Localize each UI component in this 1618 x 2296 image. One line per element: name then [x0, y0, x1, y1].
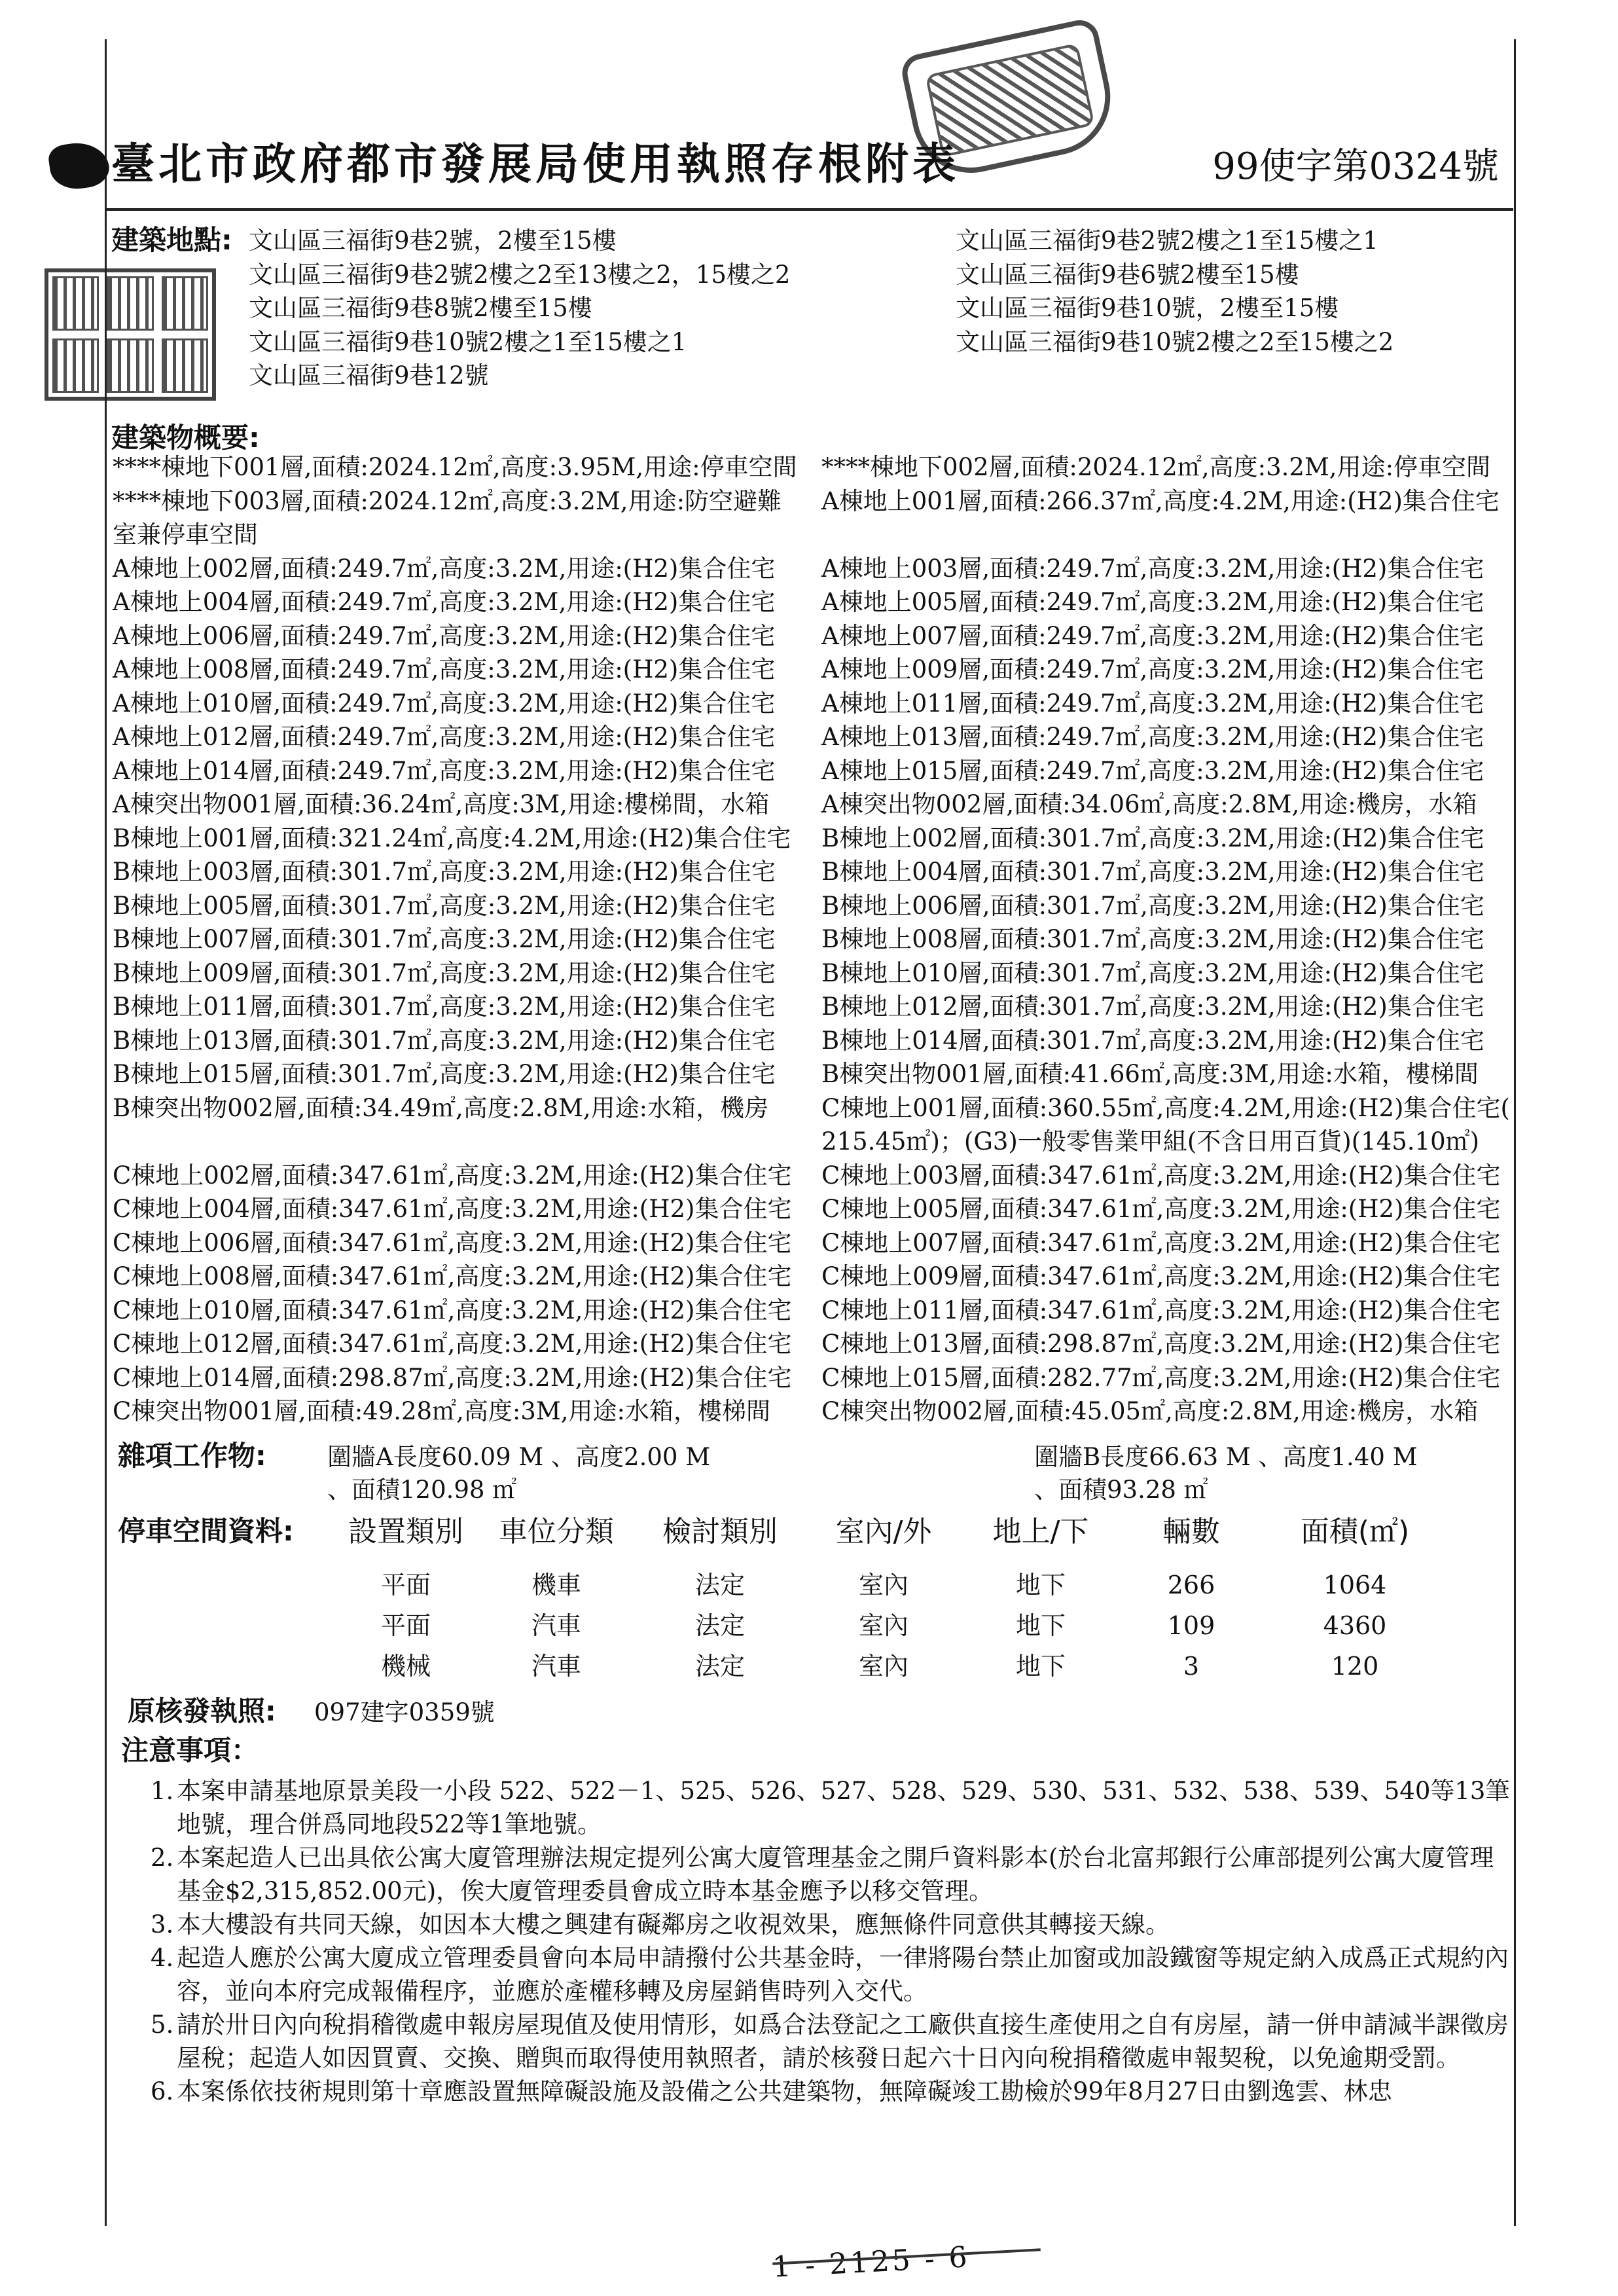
parking-cell: 機械: [380, 1652, 431, 1681]
building-floor-entry: A棟地上006層,面積:249.7㎡,高度:3.2M,用途:(H2)集合住宅: [113, 621, 776, 650]
note-item: [151, 2008, 1512, 2075]
parking-cell: 室內: [858, 1571, 908, 1599]
site-address: 文山區三福街9巷2號2樓之2至13樓之2，15樓之2: [249, 260, 791, 289]
building-summary-label: 建築物概要:: [111, 422, 260, 454]
parking-cell: 法定: [694, 1652, 745, 1681]
parking-cell: 地下: [1015, 1611, 1066, 1640]
building-floor-entry: C棟地上005層,面積:347.61㎡,高度:3.2M,用途:(H2)集合住宅: [821, 1195, 1501, 1223]
note-number: 6.: [151, 2077, 174, 2105]
building-floor-entry: C棟地上013層,面積:298.87㎡,高度:3.2M,用途:(H2)集合住宅: [821, 1330, 1501, 1358]
parking-column-header: 室內/外: [835, 1515, 932, 1548]
building-floor-entry: B棟突出物001層,面積:41.66㎡,高度:3M,用途:水箱，樓梯間: [821, 1060, 1479, 1088]
misc-works-label: 雜項工作物:: [118, 1440, 266, 1472]
building-floor-entry: B棟地上005層,面積:301.7㎡,高度:3.2M,用途:(H2)集合住宅: [113, 891, 776, 920]
building-floor-entry: B棟地上001層,面積:321.24㎡,高度:4.2M,用途:(H2)集合住宅: [113, 824, 791, 852]
building-floor-entry: A棟地上009層,面積:249.7㎡,高度:3.2M,用途:(H2)集合住宅: [821, 655, 1484, 683]
building-floor-entry: B棟地上012層,面積:301.7㎡,高度:3.2M,用途:(H2)集合住宅: [821, 993, 1484, 1021]
building-floor-entry: A棟地上015層,面積:249.7㎡,高度:3.2M,用途:(H2)集合住宅: [821, 756, 1484, 785]
note-text: 請於卅日內向稅捐稽徵處申報房屋現值及使用情形，如爲合法登記之工廠供直接生產使用之自有房屋，請一併申請減半課徵房屋稅；起造人如因買賣、交換、贈與而取得使用執照者，請於核發日起六十日內向稅捐稽徵處申報契稅，以免逾期受罰。: [177, 2011, 1509, 2072]
site-address: 文山區三福街9巷8號2樓至15樓: [249, 294, 592, 322]
building-floor-entry: C棟地上012層,面積:347.61㎡,高度:3.2M,用途:(H2)集合住宅: [113, 1330, 792, 1358]
building-floor-entry: ****棟地下002層,面積:2024.12㎡,高度:3.2M,用途:停車空間: [821, 453, 1491, 481]
building-floor-entry: C棟地上008層,面積:347.61㎡,高度:3.2M,用途:(H2)集合住宅: [113, 1262, 792, 1290]
parking-cell: 汽車: [531, 1652, 581, 1681]
building-floor-entry: C棟突出物002層,面積:45.05㎡,高度:2.8M,用途:機房，水箱: [821, 1397, 1479, 1425]
building-floor-entry: A棟地上012層,面積:249.7㎡,高度:3.2M,用途:(H2)集合住宅: [113, 723, 776, 751]
building-floor-entry: A棟地上014層,面積:249.7㎡,高度:3.2M,用途:(H2)集合住宅: [113, 756, 776, 785]
building-floor-entry: C棟地上003層,面積:347.61㎡,高度:3.2M,用途:(H2)集合住宅: [821, 1161, 1501, 1190]
note-text: 本案起造人已出具依公寓大廈管理辦法規定提列公寓大廈管理基金之開戶資料影本(於台北富邦銀行公庫部提列公寓大廈管理基金$2,315,852.00元)，俟大廈管理委員會成立時本基金應予以移交管理。: [177, 1844, 1494, 1905]
building-floor-entry: B棟地上014層,面積:301.7㎡,高度:3.2M,用途:(H2)集合住宅: [821, 1026, 1484, 1055]
building-floor-entry: C棟地上001層,面積:360.55㎡,高度:4.2M,用途:(H2)集合住宅(: [821, 1093, 1510, 1122]
building-floor-entry: C棟地上010層,面積:347.61㎡,高度:3.2M,用途:(H2)集合住宅: [113, 1296, 792, 1324]
parking-column-header: 地上/下: [992, 1515, 1089, 1548]
site-address: 文山區三福街9巷10號2樓之1至15樓之1: [249, 327, 687, 356]
note-number: 5.: [151, 2011, 174, 2039]
site-address: 文山區三福街9巷10號，2樓至15樓: [956, 294, 1339, 322]
parking-cell: 室內: [858, 1652, 908, 1681]
parking-column-header: 車位分類: [499, 1515, 614, 1548]
wall-b-area: 、面積93.28 ㎡: [1034, 1476, 1208, 1504]
note-item: [151, 1841, 1512, 1908]
parking-cell: 120: [1331, 1652, 1379, 1681]
building-floor-entry: C棟突出物001層,面積:49.28㎡,高度:3M,用途:水箱，樓梯間: [113, 1397, 770, 1425]
note-item: [151, 1941, 1512, 2008]
building-floor-entry: B棟地上002層,面積:301.7㎡,高度:3.2M,用途:(H2)集合住宅: [821, 824, 1484, 852]
parking-cell: 平面: [380, 1571, 431, 1599]
parking-cell: 平面: [380, 1611, 431, 1640]
building-floor-entry: 室兼停車空間: [113, 520, 258, 549]
note-text: 起造人應於公寓大廈成立管理委員會向本局申請撥付公共基金時，一律將陽台禁止加窗或加設鐵窗等規定納入成爲正式規約內容，並向本府完成報備程序，並應於產權移轉及房屋銷售時列入交代。: [177, 1944, 1509, 2005]
building-floor-entry: A棟地上005層,面積:249.7㎡,高度:3.2M,用途:(H2)集合住宅: [821, 588, 1484, 616]
parking-cell: 地下: [1015, 1571, 1066, 1599]
building-floor-entry: B棟地上008層,面積:301.7㎡,高度:3.2M,用途:(H2)集合住宅: [821, 925, 1484, 953]
parking-cell: 機車: [531, 1571, 581, 1599]
building-floor-entry: A棟地上004層,面積:249.7㎡,高度:3.2M,用途:(H2)集合住宅: [113, 588, 776, 616]
note-number: 1.: [151, 1777, 174, 1805]
building-floor-entry: A棟突出物001層,面積:36.24㎡,高度:3M,用途:樓梯間，水箱: [113, 790, 770, 818]
parking-cell: 法定: [694, 1571, 745, 1599]
note-number: 3.: [151, 1910, 174, 1939]
document-title: 臺北市政府都市發展局使用執照存根附表: [111, 138, 960, 189]
site-address: 文山區三福街9巷6號2樓至15樓: [956, 260, 1299, 289]
note-text: 本案係依技術規則第十章應設置無障礙設施及設備之公共建築物，無障礙竣工勘檢於99年8月27日由劉逸雲、林忠: [177, 2077, 1392, 2105]
building-floor-entry: ****棟地下003層,面積:2024.12㎡,高度:3.2M,用途:防空避難: [113, 486, 782, 515]
site-address: 文山區三福街9巷10號2樓之2至15樓之2: [956, 327, 1394, 356]
note-number: 2.: [151, 1844, 174, 1872]
note-text: 本大樓設有共同天線，如因本大樓之興建有礙鄰房之收視效果，應無條件同意供其轉接天線。: [177, 1910, 1170, 1939]
site-label: 建築地點:: [111, 224, 232, 256]
original-permit-label: 原核發執照:: [128, 1695, 276, 1727]
wall-a-area: 、面積120.98 ㎡: [327, 1476, 517, 1504]
building-floor-entry: B棟地上009層,面積:301.7㎡,高度:3.2M,用途:(H2)集合住宅: [113, 958, 776, 987]
parking-cell: 法定: [694, 1611, 745, 1640]
building-floor-entry: C棟地上006層,面積:347.61㎡,高度:3.2M,用途:(H2)集合住宅: [113, 1228, 792, 1257]
building-floor-entry: B棟地上011層,面積:301.7㎡,高度:3.2M,用途:(H2)集合住宅: [113, 993, 776, 1021]
note-number: 4.: [151, 1944, 174, 1972]
parking-cell: 266: [1167, 1571, 1215, 1599]
wall-a-dimensions: 圍牆A長度60.09 M 、高度2.00 M: [327, 1443, 711, 1471]
parking-column-header: 設置類別: [348, 1515, 463, 1548]
building-floor-entry: ****棟地下001層,面積:2024.12㎡,高度:3.95M,用途:停車空間: [113, 453, 797, 481]
building-floor-entry: C棟地上014層,面積:298.87㎡,高度:3.2M,用途:(H2)集合住宅: [113, 1363, 792, 1392]
building-floor-entry: A棟地上011層,面積:249.7㎡,高度:3.2M,用途:(H2)集合住宅: [821, 689, 1484, 718]
page-mark: 1 - 2125 - 6: [771, 2240, 971, 2284]
note-item: [151, 1908, 1512, 1941]
original-permit-number: 097建字0359號: [314, 1698, 495, 1726]
building-floor-entry: A棟地上010層,面積:249.7㎡,高度:3.2M,用途:(H2)集合住宅: [113, 689, 776, 718]
ink-blot: [47, 139, 112, 192]
building-list-left: [113, 450, 797, 1429]
building-floor-entry: 215.45㎡)；(G3)一般零售業甲組(不含日用百貨)(145.10㎡): [821, 1127, 1480, 1156]
building-floor-entry: A棟地上002層,面積:249.7㎡,高度:3.2M,用途:(H2)集合住宅: [113, 554, 776, 583]
building-floor-entry: B棟地上006層,面積:301.7㎡,高度:3.2M,用途:(H2)集合住宅: [821, 891, 1484, 920]
notes-label: 注意事項：: [121, 1734, 259, 1766]
building-floor-entry: B棟地上015層,面積:301.7㎡,高度:3.2M,用途:(H2)集合住宅: [113, 1060, 776, 1088]
building-floor-entry: B棟地上010層,面積:301.7㎡,高度:3.2M,用途:(H2)集合住宅: [821, 958, 1484, 987]
building-floor-entry: B棟地上007層,面積:301.7㎡,高度:3.2M,用途:(H2)集合住宅: [113, 925, 776, 953]
building-floor-entry: [113, 1125, 797, 1159]
building-floor-entry: A棟地上008層,面積:249.7㎡,高度:3.2M,用途:(H2)集合住宅: [113, 655, 776, 683]
notes-list: [151, 1774, 1512, 2108]
parking-cell: 3: [1183, 1652, 1200, 1681]
parking-cell: 1064: [1323, 1571, 1387, 1599]
parking-cell: 汽車: [531, 1611, 581, 1640]
parking-cell: 4360: [1323, 1611, 1387, 1640]
site-list-left: [249, 224, 790, 393]
building-floor-entry: C棟地上009層,面積:347.61㎡,高度:3.2M,用途:(H2)集合住宅: [821, 1262, 1501, 1290]
parking-cell: 室內: [858, 1611, 908, 1640]
permit-number: 99使字第0324號: [1212, 145, 1499, 188]
building-floor-entry: C棟地上007層,面積:347.61㎡,高度:3.2M,用途:(H2)集合住宅: [821, 1228, 1501, 1257]
building-floor-entry: A棟地上003層,面積:249.7㎡,高度:3.2M,用途:(H2)集合住宅: [821, 554, 1484, 583]
official-seal-stamp-left: [45, 268, 216, 401]
building-list-right: [821, 450, 1510, 1429]
site-list-right: [956, 224, 1393, 359]
building-floor-entry: C棟地上002層,面積:347.61㎡,高度:3.2M,用途:(H2)集合住宅: [113, 1161, 792, 1190]
building-floor-entry: B棟地上004層,面積:301.7㎡,高度:3.2M,用途:(H2)集合住宅: [821, 858, 1484, 886]
building-floor-entry: C棟地上015層,面積:282.77㎡,高度:3.2M,用途:(H2)集合住宅: [821, 1363, 1501, 1392]
building-floor-entry: [821, 518, 1510, 552]
building-floor-entry: A棟突出物002層,面積:34.06㎡,高度:2.8M,用途:機房，水箱: [821, 790, 1477, 818]
building-floor-entry: B棟地上003層,面積:301.7㎡,高度:3.2M,用途:(H2)集合住宅: [113, 858, 776, 886]
parking-cell: 109: [1167, 1611, 1215, 1640]
note-item: [151, 1774, 1512, 1841]
parking-column-header: 面積(㎡): [1300, 1515, 1410, 1548]
site-address: 文山區三福街9巷2號2樓之1至15樓之1: [956, 227, 1378, 255]
building-floor-entry: C棟地上004層,面積:347.61㎡,高度:3.2M,用途:(H2)集合住宅: [113, 1195, 792, 1223]
building-floor-entry: B棟突出物002層,面積:34.49㎡,高度:2.8M,用途:水箱，機房: [113, 1093, 769, 1122]
note-text: 本案申請基地原景美段一小段 522、522－1、525、526、527、528、529、530、531、532、538、539、540等13筆地號，理合併爲同地段522等1筆地號。: [177, 1777, 1510, 1838]
building-floor-entry: B棟地上013層,面積:301.7㎡,高度:3.2M,用途:(H2)集合住宅: [113, 1026, 776, 1055]
site-address: 文山區三福街9巷2號，2樓至15樓: [249, 227, 617, 255]
note-item: [151, 2075, 1512, 2108]
building-floor-entry: A棟地上013層,面積:249.7㎡,高度:3.2M,用途:(H2)集合住宅: [821, 723, 1484, 751]
wall-b-dimensions: 圍牆B長度66.63 M 、高度1.40 M: [1034, 1443, 1418, 1471]
building-floor-entry: C棟地上011層,面積:347.61㎡,高度:3.2M,用途:(H2)集合住宅: [821, 1296, 1501, 1324]
parking-column-header: 輛數: [1162, 1515, 1220, 1548]
title-divider: [105, 208, 1513, 211]
parking-column-header: 檢討類別: [662, 1515, 778, 1548]
parking-label: 停車空間資料:: [118, 1515, 294, 1547]
building-floor-entry: A棟地上001層,面積:266.37㎡,高度:4.2M,用途:(H2)集合住宅: [821, 486, 1500, 515]
parking-cell: 地下: [1015, 1652, 1066, 1681]
site-address: 文山區三福街9巷12號: [249, 361, 489, 390]
building-floor-entry: A棟地上007層,面積:249.7㎡,高度:3.2M,用途:(H2)集合住宅: [821, 621, 1484, 650]
